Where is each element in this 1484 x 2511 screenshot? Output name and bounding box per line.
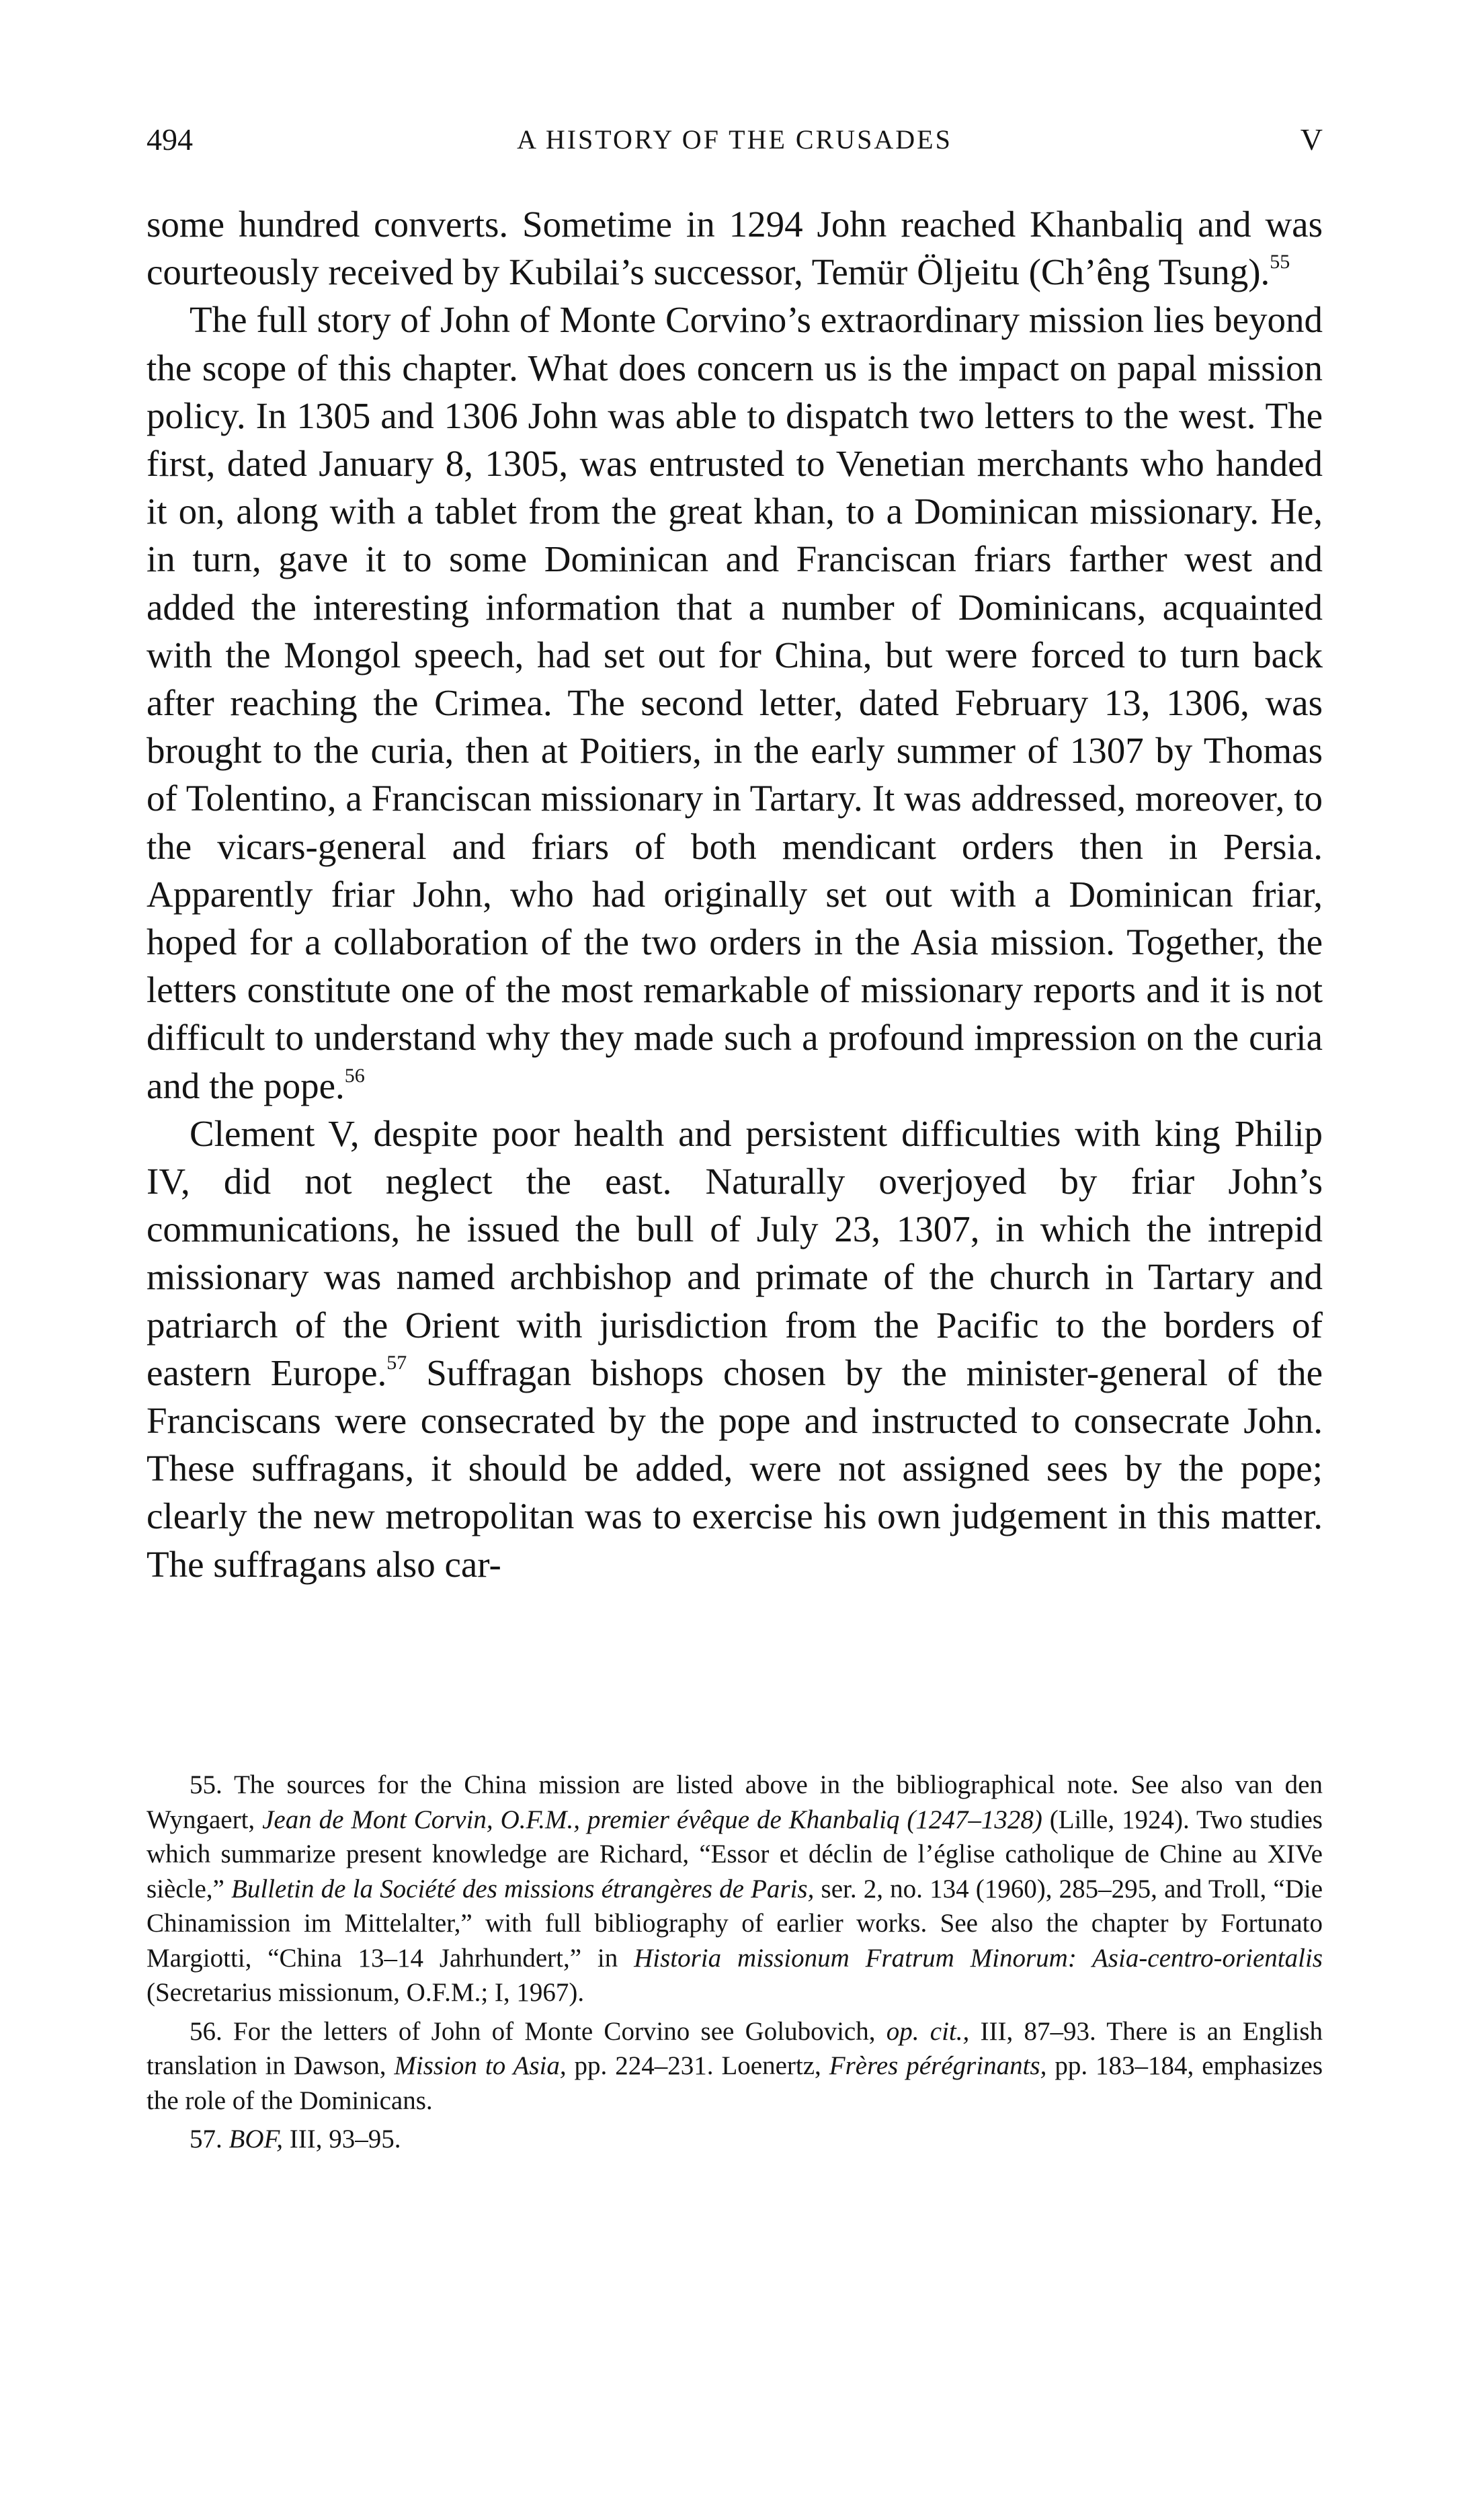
footnote-56-text-d: pp. 183–184, emphasizes the role of the Dominicans. — [147, 2051, 1323, 2115]
paragraph-3-text-a: Clement V, despite poor health and persistent difficulties with king Philip IV, did not neglect the east. Naturally overjoyed by friar John’s communications, he issued the bull of July 23, 1307, in which the intrepid missionary was named archbishop and primate of the church in Tartary and patriarch of the Orient with jurisdiction from the Pacific to the borders of eastern Europe. — [147, 1112, 1323, 1393]
footnote-55-text-c: ser. 2, no. 134 (1960), 285–295, and Troll, “Die Chinamission im Mittelalter,” with full bibliography of earlier works. See also the chapter by Fortunato Margiotti, “China 13–14 Jahrhundert,” in — [147, 1874, 1323, 1973]
note-ref-57: 57 — [386, 1351, 407, 1374]
footnote-55-title-1: Jean de Mont Corvin, O.F.M., premier évêque de Khanbaliq (1247–1328) — [262, 1805, 1042, 1834]
footnote-55-title-2: Bulletin de la Société des missions étrangères de Paris, — [231, 1874, 815, 1903]
footnote-55-text-d: (Secretarius missionum, O.F.M.; I, 1967). — [147, 1978, 585, 2007]
footnote-56-title-1: op. cit., — [886, 2016, 970, 2046]
footnote-55-title-3: Historia missionum Fratrum Minorum: Asia-centro-orientalis — [634, 1943, 1323, 1973]
footnote-56-text-c: pp. 224–231. Loenertz, — [566, 2051, 829, 2080]
paragraph-3 — [147, 1110, 1323, 1588]
page-number: 494 — [147, 122, 193, 157]
footnote-56-title-3: Frères pérégrinants, — [829, 2051, 1047, 2080]
footnote-57 — [147, 2122, 1323, 2157]
paragraph-1 — [147, 200, 1323, 296]
footnote-57-text-b: III, 93–95. — [283, 2125, 401, 2153]
footnote-56-text-a: 56. For the letters of John of Monte Corvino see Golubovich, — [190, 2016, 887, 2046]
paragraph-1-text: some hundred converts. Sometime in 1294 John reached Khanbaliq and was courteously received by Kubilai’s successor, Temür Öljeitu (Ch’êng Tsung). — [147, 204, 1323, 293]
paragraph-3-text-b: Suffragan bishops chosen by the minister-general of the Franciscans were consecrated by the pope and instructed to consecrate John. These suffragans, it should be added, were not assigned sees by the pope; clearly the new metropolitan was to exercise his own judgement in this matter. The suffragans also car- — [147, 1352, 1323, 1585]
running-title: A HISTORY OF THE CRUSADES — [517, 124, 952, 155]
footnote-57-title-1: BOF, — [229, 2125, 284, 2153]
note-ref-55: 55 — [1270, 251, 1290, 274]
main-text — [147, 200, 1323, 1588]
note-ref-56: 56 — [344, 1064, 365, 1087]
footnote-55-text-b: (Lille, 1924). Two studies which summarize present knowledge are Richard, “Essor et déclin de l’église catholique de Chine au XIVe siècle,” — [147, 1805, 1323, 1903]
paragraph-2 — [147, 296, 1323, 1109]
footnote-56-title-2: Mission to Asia, — [394, 2051, 567, 2080]
footnote-56 — [147, 2014, 1323, 2118]
footnote-57-text-a: 57. — [190, 2125, 229, 2153]
footnotes — [147, 1768, 1323, 2161]
part-number: V — [1300, 122, 1323, 157]
footnote-56-text-b: III, 87–93. There is an English translation in Dawson, — [147, 2016, 1323, 2080]
paragraph-2-text: The full story of John of Monte Corvino’s extraordinary mission lies beyond the scope of this chapter. What does concern us is the impact on papal mission policy. In 1305 and 1306 John was able to dispatch two letters to the west. The first, dated January 8, 1305, was entrusted to Venetian merchants who handed it on, along with a tablet from the great khan, to a Dominican missionary. He, in turn, gave it to some Dominican and Franciscan friars farther west and added the interesting information that a number of Dominicans, acquainted with the Mongol speech, had set out for China, but were forced to turn back after reaching the Crimea. The second letter, dated February 13, 1306, was brought to the curia, then at Poitiers, in the early summer of 1307 by Thomas of Tolentino, a Franciscan missionary in Tartary. It was addressed, moreover, to the vicars-general and friars of both mendicant orders then in Persia. Apparently friar John, who had originally set out with a Dominican friar, hoped for a collaboration of the two orders in the Asia mission. Together, the letters constitute one of the most remarkable of missionary reports and it is not difficult to understand why they made such a profound impression on the curia and the pope. — [147, 299, 1323, 1106]
footnote-55 — [147, 1768, 1323, 2010]
footnote-55-text-a: 55. The sources for the China mission are listed above in the bibliographical note. See also van den Wyngaert, — [147, 1770, 1323, 1834]
running-head — [147, 120, 1323, 160]
